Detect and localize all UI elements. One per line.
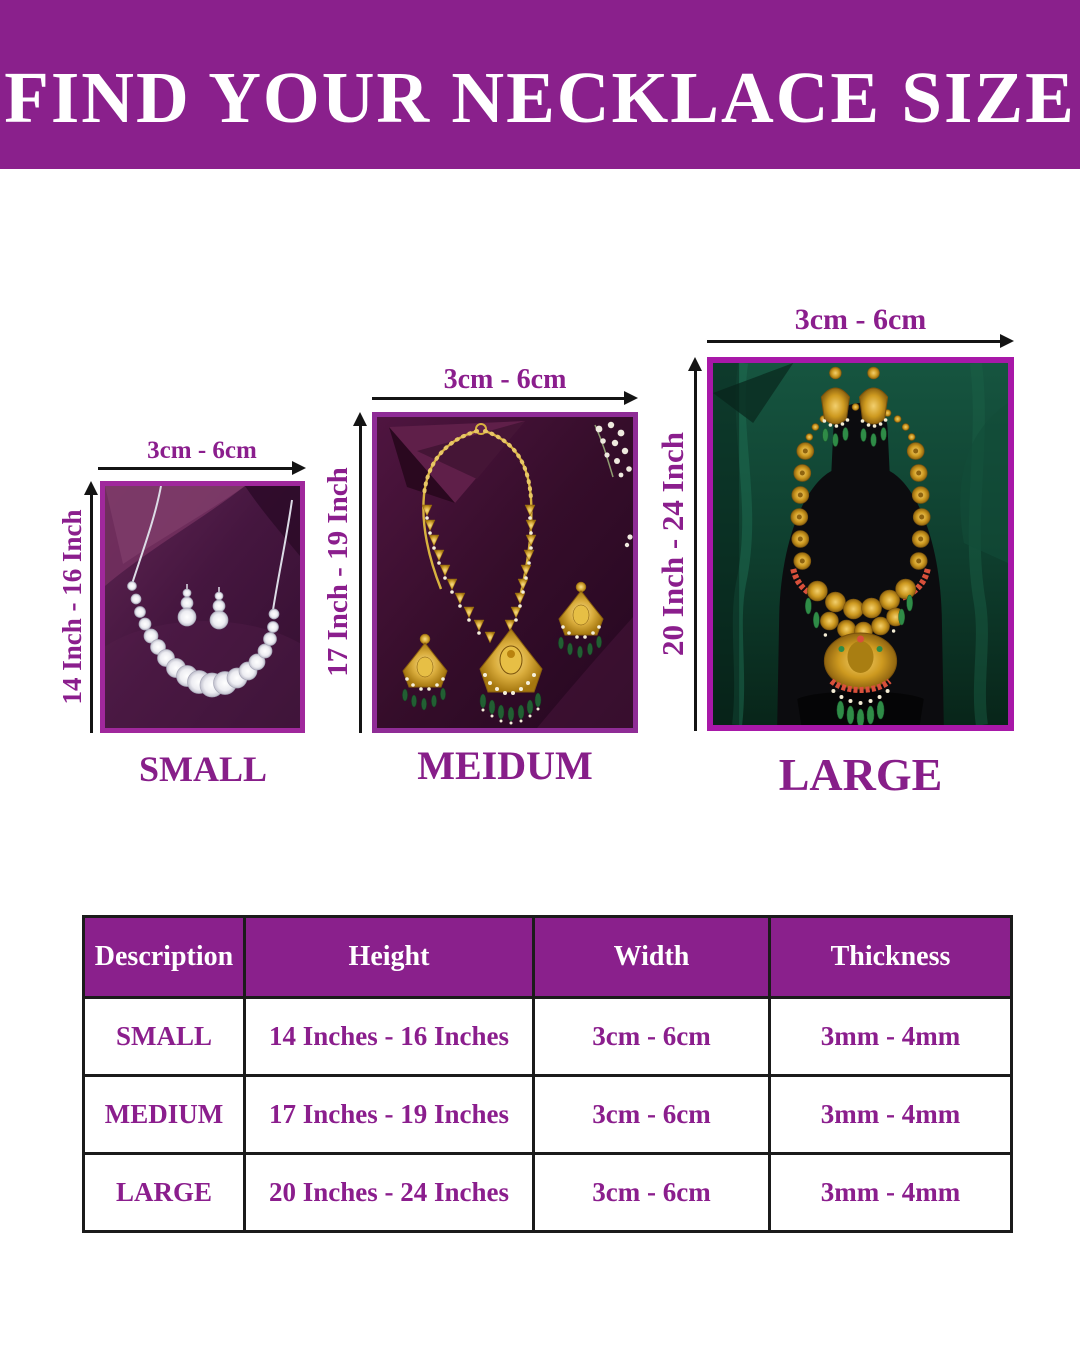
large-width-label: 3cm - 6cm	[794, 303, 927, 336]
table-header-row	[84, 917, 1012, 998]
small-width-arrow-icon	[98, 461, 306, 477]
arrow-head-right-icon	[1000, 334, 1014, 348]
header-height: Height	[245, 917, 534, 998]
cell-description: LARGE	[84, 1154, 245, 1232]
small-size-label: SMALL	[138, 749, 268, 789]
arrow-shaft	[359, 422, 362, 733]
cell-width: 3cm - 6cm	[534, 998, 770, 1076]
arrow-shaft	[98, 467, 296, 470]
header-width: Width	[534, 917, 770, 998]
large-height-arrow-icon	[688, 357, 704, 731]
table-row-large	[84, 1154, 1012, 1232]
arrow-head-right-icon	[292, 461, 306, 475]
arrow-shaft	[694, 367, 697, 731]
medium-width-label: 3cm - 6cm	[443, 364, 567, 395]
arrow-shaft	[707, 340, 1004, 343]
small-length-label: 14 Inch - 16 Inch	[57, 509, 87, 705]
header-description: Description	[84, 917, 245, 998]
medium-width-arrow-icon	[372, 391, 638, 407]
large-size-label: LARGE	[778, 749, 943, 800]
silver-necklace-illustration	[105, 486, 300, 728]
cell-height: 17 Inches - 19 Inches	[245, 1076, 534, 1154]
medium-length-label: 17 Inch - 19 Inch	[322, 467, 354, 677]
cell-thickness: 3mm - 4mm	[770, 1076, 1012, 1154]
cell-height: 20 Inches - 24 Inches	[245, 1154, 534, 1232]
arrow-shaft	[372, 397, 628, 400]
table-row-small	[84, 998, 1012, 1076]
cell-thickness: 3mm - 4mm	[770, 1154, 1012, 1232]
large-length-label: 20 Inch - 24 Inch	[655, 432, 690, 656]
medium-size-label: MEIDUM	[417, 743, 593, 788]
small-width-label: 3cm - 6cm	[147, 437, 257, 464]
page-title: FIND YOUR NECKLACE SIZE	[4, 56, 1076, 138]
header-thickness: Thickness	[770, 917, 1012, 998]
cell-thickness: 3mm - 4mm	[770, 998, 1012, 1076]
medium-height-arrow-icon	[353, 412, 369, 733]
small-product-photo	[100, 481, 305, 733]
gold-necklace-illustration	[377, 417, 633, 728]
cell-width: 3cm - 6cm	[534, 1154, 770, 1232]
cell-height: 14 Inches - 16 Inches	[245, 998, 534, 1076]
cell-description: MEDIUM	[84, 1076, 245, 1154]
title-banner	[0, 0, 1080, 169]
medium-product-photo	[372, 412, 638, 733]
size-chart-table	[82, 915, 1013, 1233]
arrow-head-up-icon	[688, 357, 702, 371]
table-row-medium	[84, 1076, 1012, 1154]
arrow-head-up-icon	[353, 412, 367, 426]
cell-width: 3cm - 6cm	[534, 1076, 770, 1154]
large-product-photo	[707, 357, 1014, 731]
large-width-arrow-icon	[707, 334, 1014, 350]
arrow-head-right-icon	[624, 391, 638, 405]
cell-description: SMALL	[84, 998, 245, 1076]
gold-temple-necklace-illustration	[713, 363, 1008, 725]
arrow-shaft	[90, 491, 93, 733]
